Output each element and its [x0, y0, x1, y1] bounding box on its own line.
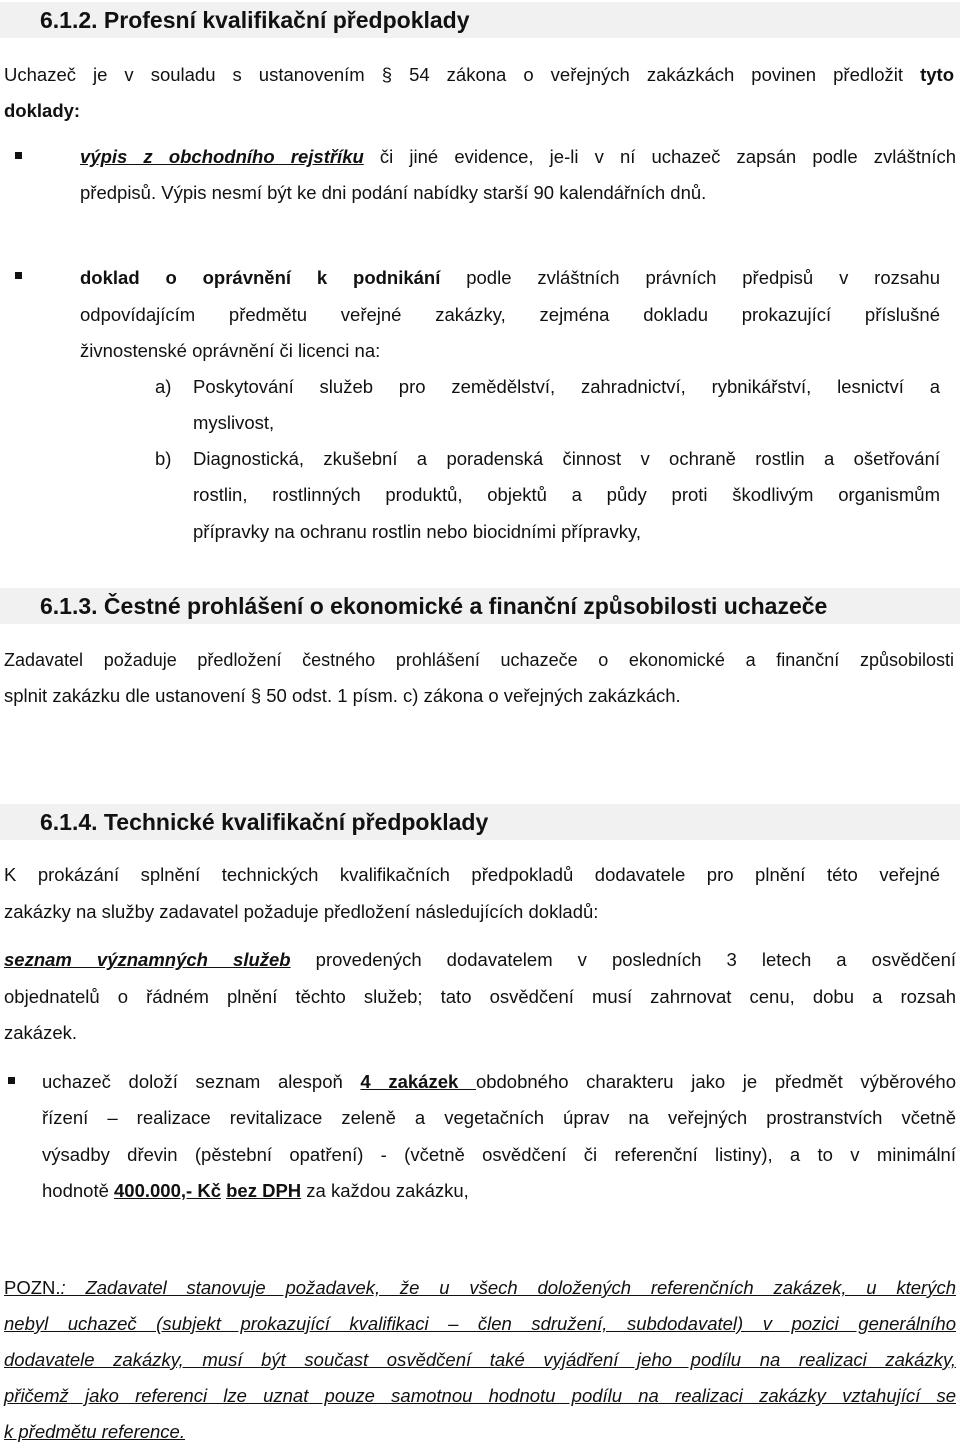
text: splnit zakázku dle ustanovení [4, 685, 251, 706]
bullet-zakazky-line-1 [42, 1064, 956, 1101]
list-item-a-line-2: myslivost, [193, 412, 275, 433]
text: za každou zakázku, [301, 1180, 469, 1201]
section-intro-line-1 [4, 57, 954, 94]
vat-text: bez DPH [226, 1180, 302, 1201]
list-item-b-line-3: přípravky na ochranu rostlin nebo biocidními přípravky, [193, 521, 641, 542]
bullet-item-opravneni-line-3: živnostenské oprávnění či licenci na: [80, 340, 381, 361]
text: : Zadavatel stanovuje požadavek, že u všech doložených referenčních zakázek, u kterých [60, 1277, 956, 1298]
text: či jiné evidence, je-li v ní uchazeč zapsán podle zvláštních [363, 146, 956, 167]
bullet-square-icon [15, 152, 22, 159]
note-line-4: přičemž jako referenci lze uznat pouze samotnou hodnotu podílu na realizaci zakázky vztahující se [4, 1385, 956, 1406]
bullet-item-rejstrik-line-2: předpisů. Výpis nesmí být ke dni podání nabídky starší 90 kalendářních dnů. [80, 182, 707, 203]
seznam-sluzeb-line-3: zakázek. [4, 1022, 78, 1043]
text: Uchazeč je v souladu s ustanovením [4, 64, 382, 85]
note-line-1 [4, 1270, 956, 1307]
bullet-item-opravneni-line-2: odpovídajícím předmětu veřejné zakázky, zejména dokladu prokazující příslušné [80, 304, 940, 325]
note-line-2: nebyl uchazeč (subjekt prokazující kvalifikaci – člen sdružení, subdodavatel) v pozici generálního [4, 1313, 956, 1334]
note-line-3: dodavatele zakázky, musí být součast osvědčení také vyjádření jeho podílu na realizaci zakázky, [4, 1349, 956, 1370]
list-marker-b: b) [155, 448, 172, 469]
amount-text: 400.000,- Kč [114, 1180, 221, 1201]
text: provedených dodavatelem v posledních 3 letech a osvědčení [290, 949, 956, 970]
bold-underlined-text: výpis z obchodního rejstříku [80, 146, 364, 167]
bold-underlined-text: seznam významných služeb [4, 949, 291, 970]
text: podle zvláštních právních předpisů v rozsahu [440, 267, 940, 288]
section-heading-6-1-2: 6.1.2. Profesní kvalifikační předpoklady [0, 2, 960, 38]
bold-text: doklad o oprávnění k podnikání [80, 267, 441, 288]
seznam-sluzeb-line-1 [4, 942, 956, 979]
text: 54 zákona o veřejných zakázkách povinen předložit [392, 64, 921, 85]
text: 50 odst. 1 písm. c) zákona o veřejných zakázkách. [261, 685, 681, 706]
list-marker-a: a) [155, 376, 172, 397]
bullet-square-icon [15, 272, 22, 279]
bold-text: tyto [920, 64, 954, 85]
section-intro-line-2: doklady: [4, 100, 81, 121]
list-item-a-line-1: Poskytování služeb pro zemědělství, zahradnictví, rybnikářství, lesnictví a [193, 376, 940, 397]
section-6-1-3-line-2 [4, 678, 681, 715]
text: hodnotě [42, 1180, 115, 1201]
note-label: POZN. [4, 1277, 61, 1298]
bullet-zakazky-line-4 [42, 1173, 469, 1210]
text: obdobného charakteru jako je předmět výběrového [475, 1071, 956, 1092]
section-heading-6-1-3: 6.1.3. Čestné prohlášení o ekonomické a finanční způsobilosti uchazeče [0, 588, 960, 624]
bullet-zakazky-line-2: řízení – realizace revitalizace zeleně a vegetačních úprav na veřejných prostranstvích včetně [42, 1107, 956, 1128]
bullet-item-rejstrik-line-1 [80, 139, 956, 176]
text: uchazeč doloží seznam alespoň [42, 1071, 361, 1092]
bold-underlined-text: 4 zakázek [360, 1071, 476, 1092]
bullet-square-icon [8, 1077, 15, 1084]
seznam-sluzeb-line-2: objednatelů o řádném plnění těchto služeb; tato osvědčení musí zahrnovat cenu, dobu a rozsah [4, 986, 956, 1007]
bullet-item-opravneni-line-1 [80, 260, 940, 297]
list-item-b-line-2: rostlin, rostlinných produktů, objektů a půdy proti škodlivým organismům [193, 484, 940, 505]
section-symbol: § [250, 685, 262, 706]
section-6-1-4-intro-line-2: zakázky na služby zadavatel požaduje předložení následujících dokladů: [4, 901, 599, 922]
section-heading-6-1-4: 6.1.4. Technické kvalifikační předpoklady [0, 804, 960, 840]
section-6-1-3-line-1: Zadavatel požaduje předložení čestného prohlášení uchazeče o ekonomické a finanční způsobilosti [4, 650, 954, 670]
section-symbol: § [381, 64, 393, 85]
bullet-zakazky-line-3: výsadby dřevin (pěstební opatření) - (včetně osvědčení či referenční listiny), a to v minimální [42, 1144, 956, 1165]
note-line-5: k předmětu reference. [4, 1421, 185, 1442]
list-item-b-line-1: Diagnostická, zkušební a poradenská činnost v ochraně rostlin a ošetřování [193, 448, 940, 469]
section-6-1-4-intro-line-1: K prokázání splnění technických kvalifikačních předpokladů dodavatele pro plnění této veřejné [4, 864, 940, 885]
